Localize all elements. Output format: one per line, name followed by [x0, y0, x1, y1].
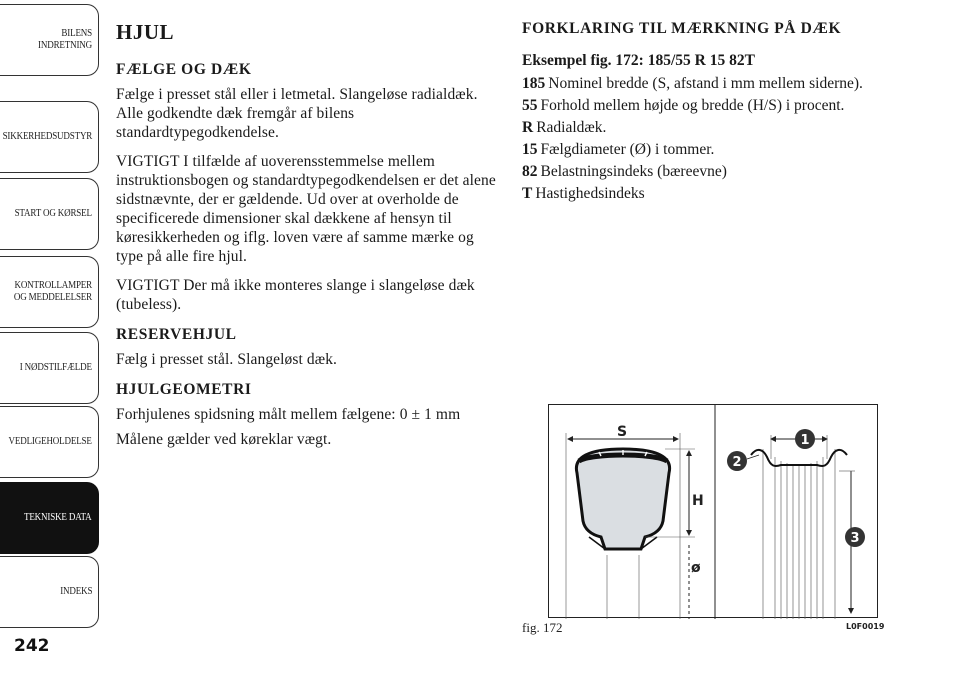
label-s: S	[617, 424, 628, 440]
tab-tekniske-data[interactable]: TEKNISKE DATA	[0, 482, 99, 554]
legend-item: 185 Nominel bredde (S, afstand i mm mellem siderne).	[522, 75, 863, 92]
callout-1	[795, 429, 815, 449]
tab-bilens-indretning[interactable]: BILENS INDRETNING	[0, 4, 99, 76]
tab-start-og-korsel[interactable]: START OG KØRSEL	[0, 178, 99, 250]
important-note-1: VIGTIGT I tilfælde af uoverensstemmelse mellem instruktionsbogen og standardtypegodkendelsen er det alene sidstnævnte, der er gældende. Ud over at overholde de specificerede dimensioner skal dækkene af hensyn til køresikkerheden og iflg. loven være af samme mærke og type på alle fire hjul.	[116, 153, 496, 265]
label-diameter: ø	[691, 560, 701, 576]
tab-sikkerhedsudstyr[interactable]: SIKKERHEDSUDSTYR	[0, 101, 99, 173]
geometry-text-1: Forhjulenes spidsning målt mellem fælgene: 0 ± 1 mm	[116, 406, 461, 423]
important-note-2: VIGTIGT Der må ikke monteres slange i slangeløse dæk (tubeless).	[116, 277, 475, 313]
spare-text: Fælg i presset stål. Slangeløst dæk.	[116, 351, 338, 368]
callout-2	[727, 451, 747, 471]
marking-legend	[522, 74, 882, 203]
rim-heading: FÆLGE OG DÆK	[116, 61, 252, 78]
geometry-heading: HJULGEOMETRI	[116, 381, 252, 398]
figure-caption: fig. 172	[522, 620, 563, 635]
legend-item: 55 Forhold mellem højde og bredde (H/S) i procent.	[522, 97, 845, 114]
svg-text:1: 1	[800, 433, 810, 448]
tab-i-nodstilfaelde[interactable]: I NØDSTILFÆLDE	[0, 332, 99, 404]
tire-cross-section-diagram	[549, 405, 879, 619]
spare-heading: RESERVEHJUL	[116, 326, 237, 343]
example-title: Eksempel fig. 172: 185/55 R 15 82T	[522, 52, 755, 69]
tab-indeks[interactable]: INDEKS	[0, 556, 99, 628]
rim-text: Fælge i presset stål eller i letmetal. Slangeløse radialdæk. Alle godkendte dæk fremgår af bilens standardtypegodkendelse.	[116, 86, 478, 141]
legend-item: 82 Belastningsindeks (bæreevne)	[522, 163, 727, 180]
legend-item: T Hastighedsindeks	[522, 185, 645, 202]
left-column	[116, 20, 500, 459]
right-column	[522, 20, 882, 206]
figure-code: L0F0019	[846, 622, 885, 631]
tab-kontrollamper[interactable]: KONTROLLAMPER OG MEDDELELSER	[0, 256, 99, 328]
marking-heading: FORKLARING TIL MÆRKNING PÅ DÆK	[522, 20, 842, 37]
legend-item: R Radialdæk.	[522, 119, 607, 136]
label-h: H	[692, 493, 704, 509]
tire-dimension-figure	[548, 404, 878, 618]
svg-text:3: 3	[850, 531, 860, 546]
chapter-sidebar	[0, 0, 100, 632]
svg-text:2: 2	[732, 455, 742, 470]
legend-item: 15 Fælgdiameter (Ø) i tommer.	[522, 141, 715, 158]
callout-3	[845, 527, 865, 547]
section-title: HJUL	[116, 20, 175, 44]
geometry-text-2: Målene gælder ved køreklar vægt.	[116, 431, 332, 448]
page-number: 242	[14, 636, 50, 656]
tab-vedligeholdelse[interactable]: VEDLIGEHOLDELSE	[0, 406, 99, 478]
